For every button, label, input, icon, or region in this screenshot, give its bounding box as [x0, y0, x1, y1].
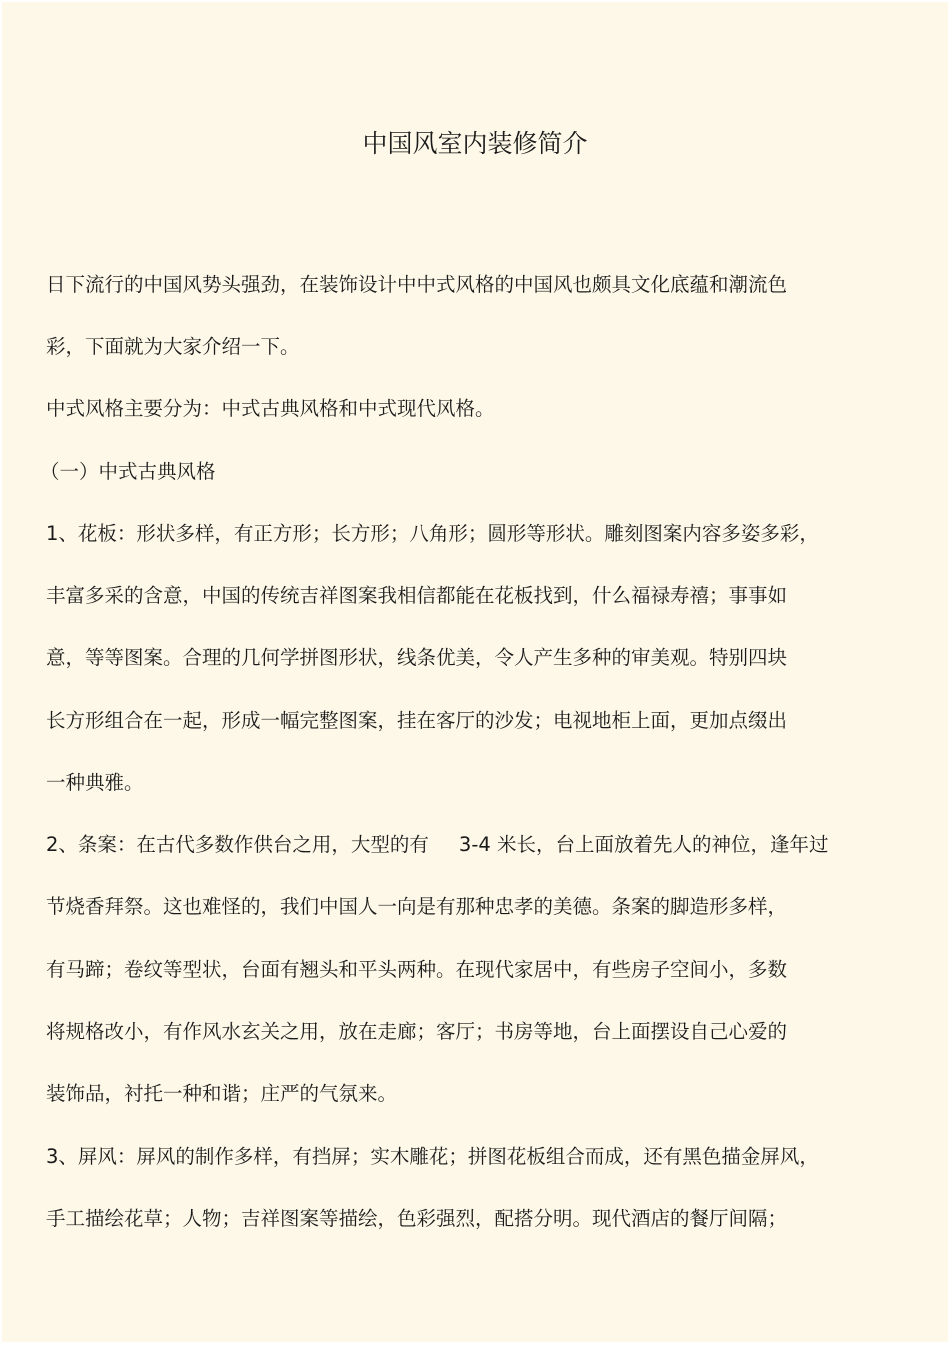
paragraph-line: 1、花板：形状多样，有正方形；长方形；八角形；圆形等形状。雕刻图案内容多姿多彩，: [46, 522, 819, 545]
line-segment: 3-4 米长，台上面放着先人的神位，逢年过: [458, 833, 829, 856]
document-page: [2, 2, 948, 1342]
paragraph-line: 日下流行的中国风势头强劲，在装饰设计中中式风格的中国风也颇具文化底蕴和潮流色: [46, 273, 788, 296]
paragraph-line: 意，等等图案。合理的几何学拼图形状，线条优美，令人产生多种的审美观。特别四块: [46, 646, 788, 669]
paragraph-line: 彩，下面就为大家介绍一下。: [46, 335, 300, 358]
section-heading: （一）中式古典风格: [40, 460, 216, 483]
paragraph-line: 装饰品，衬托一种和谐；庄严的气氛来。: [46, 1082, 398, 1105]
paragraph-line: 中式风格主要分为：中式古典风格和中式现代风格。: [46, 397, 495, 420]
paragraph-line: 手工描绘花草；人物；吉祥图案等描绘，色彩强烈，配搭分明。现代酒店的餐厅间隔；: [46, 1207, 788, 1230]
paragraph-line: 一种典雅。: [46, 771, 144, 794]
paragraph-line: 长方形组合在一起，形成一幅完整图案，挂在客厅的沙发；电视地柜上面，更加点缀出: [46, 709, 788, 732]
paragraph-line: 3、屏风：屏风的制作多样，有挡屏；实木雕花；拼图花板组合而成，还有黑色描金屏风，: [46, 1145, 819, 1168]
line-segment: 2、条案：在古代多数作供台之用，大型的有: [46, 833, 429, 856]
paragraph-line: 丰富多采的含意，中国的传统吉祥图案我相信都能在花板找到，什么福禄寿禧；事事如: [46, 584, 788, 607]
paragraph-line: 将规格改小，有作风水玄关之用，放在走廊；客厅；书房等地，台上面摆设自己心爱的: [46, 1020, 788, 1043]
paragraph-line: [46, 830, 828, 860]
paragraph-line: 节烧香拜祭。这也难怪的，我们中国人一向是有那种忠孝的美德。条案的脚造形多样，: [46, 895, 788, 918]
paragraph-line: 有马蹄；卷纹等型状，台面有翘头和平头两种。在现代家居中，有些房子空间小，多数: [46, 958, 788, 981]
document-title: 中国风室内装修简介: [362, 129, 588, 158]
